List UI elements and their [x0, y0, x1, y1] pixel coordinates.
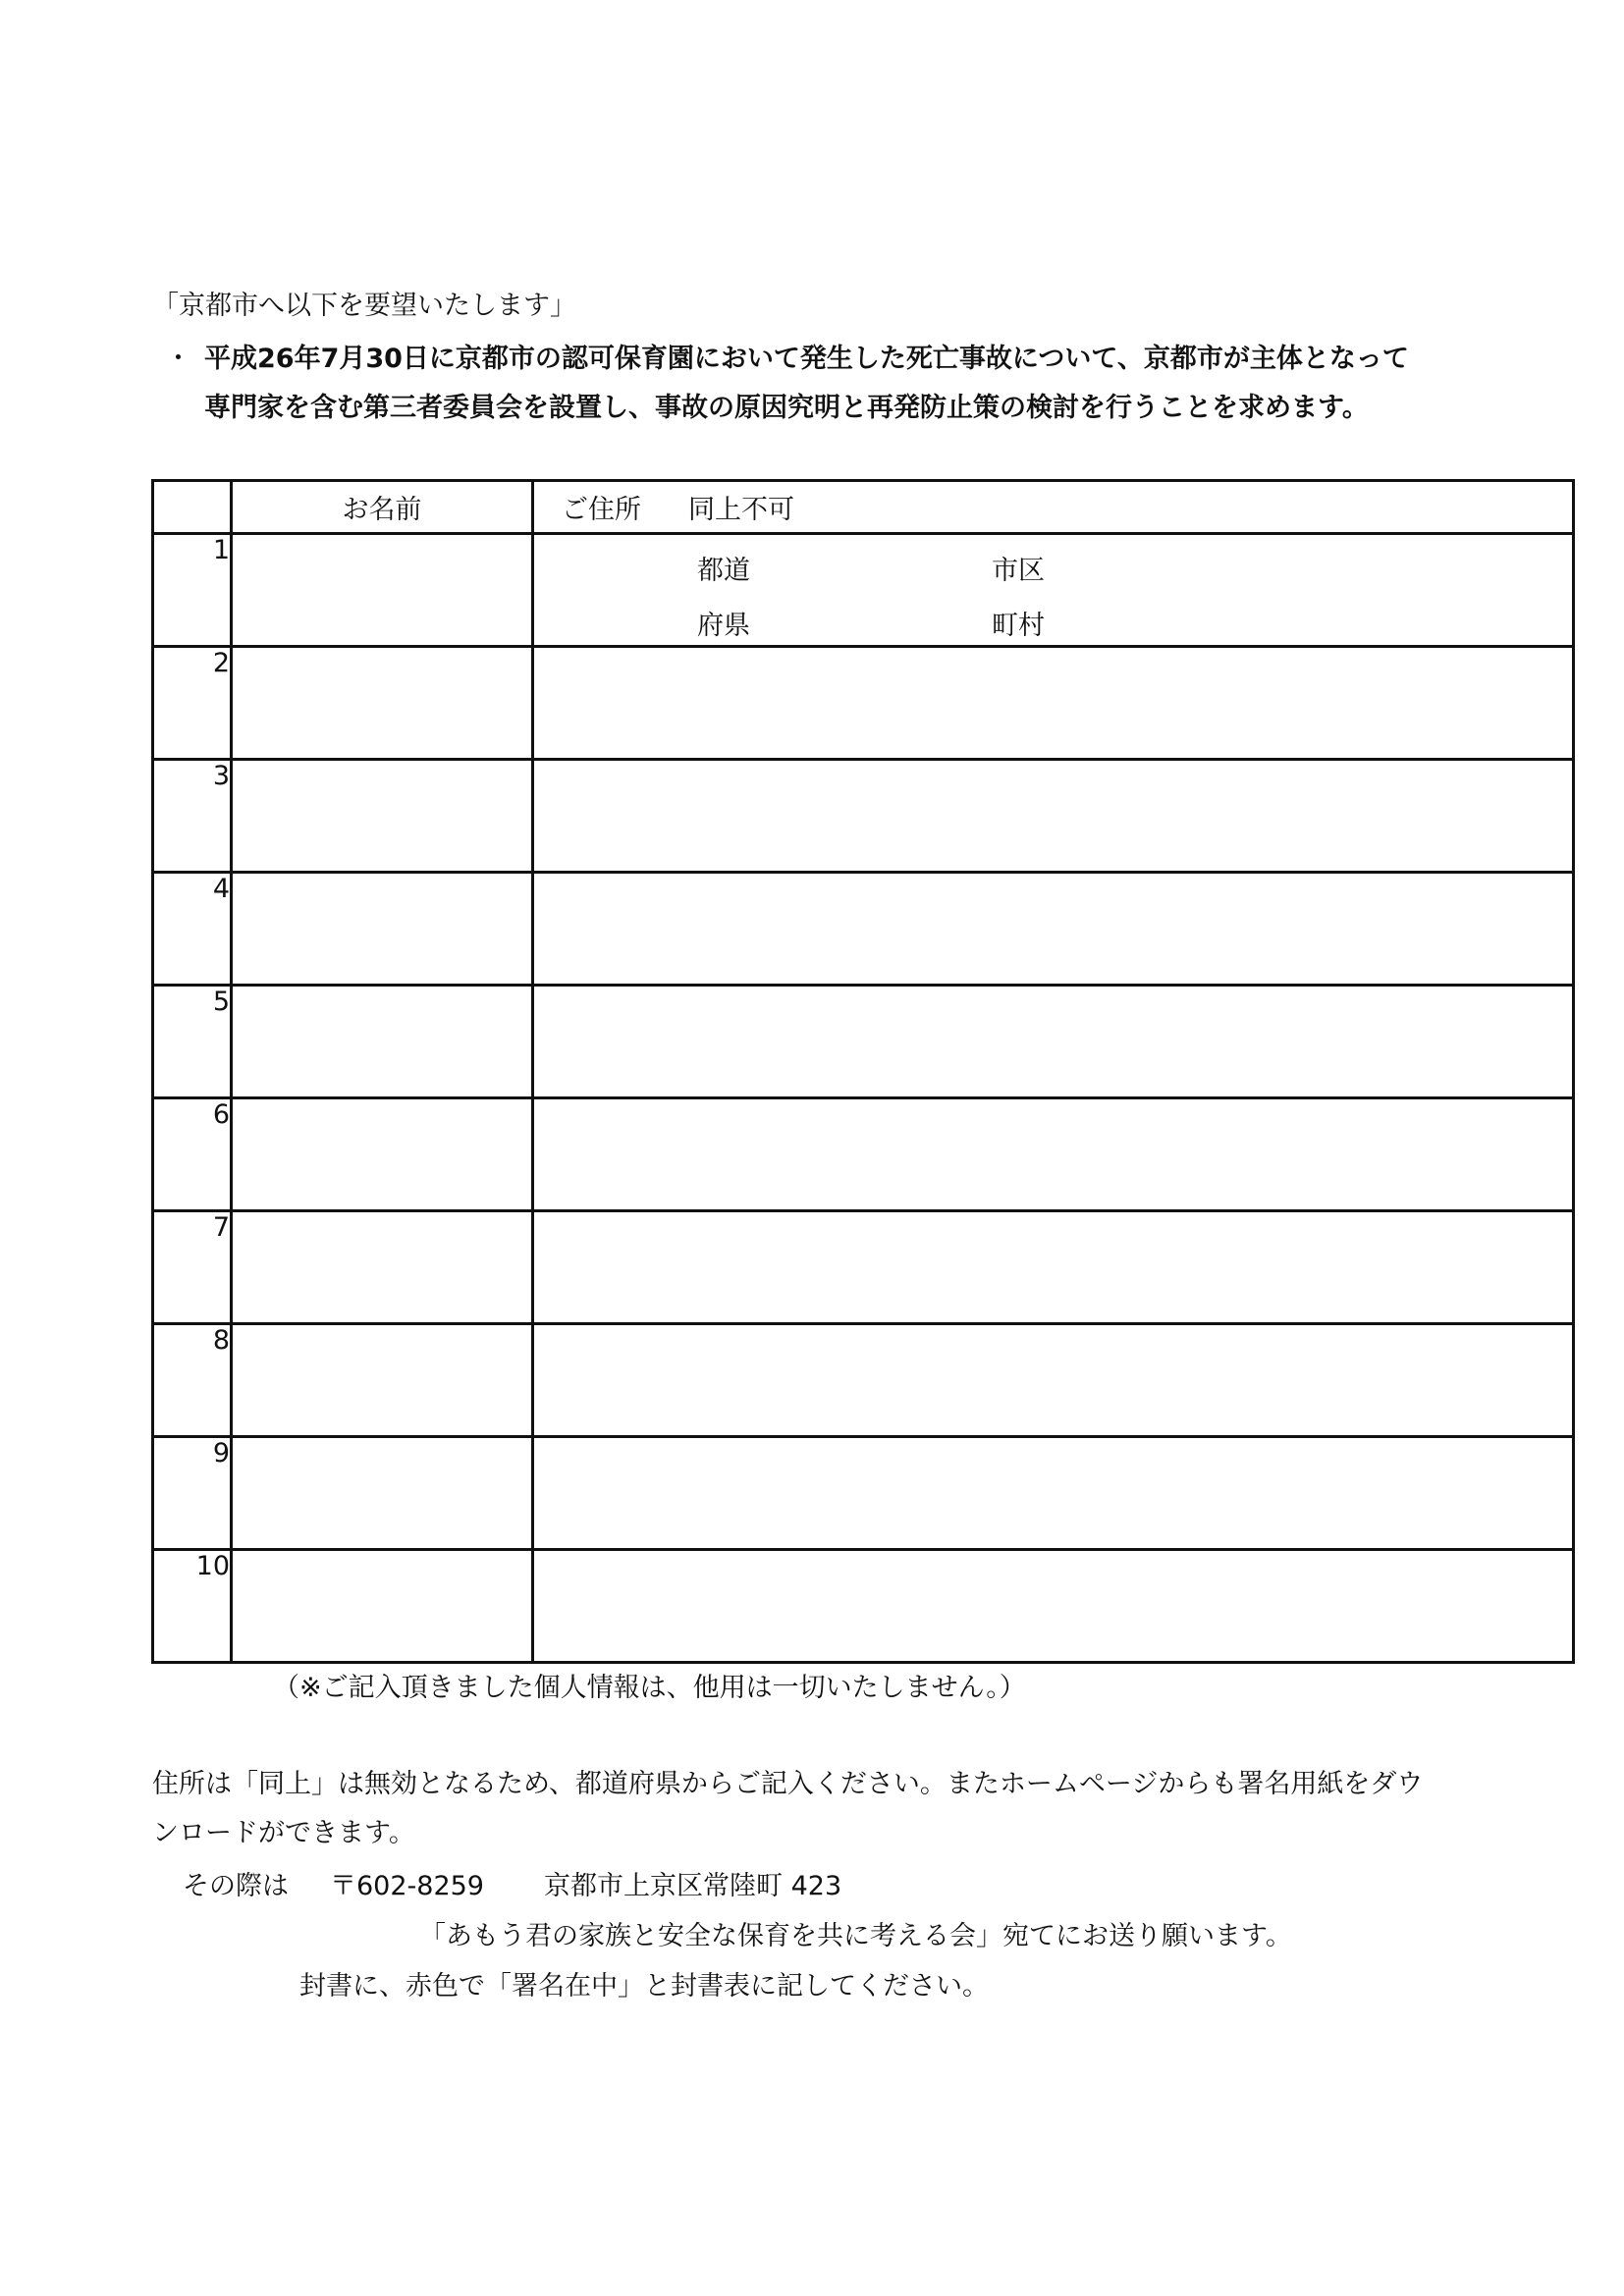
table-row — [153, 1324, 1574, 1437]
row-number: 3 — [153, 760, 232, 873]
name-cell[interactable] — [232, 760, 533, 873]
page-heading: 「京都市へ以下を要望いたします」 — [152, 291, 576, 321]
address-cell[interactable] — [533, 534, 1574, 647]
signature-table — [151, 479, 1575, 1664]
name-cell[interactable] — [232, 1437, 533, 1550]
address-cell[interactable] — [533, 986, 1574, 1098]
table-row — [153, 1550, 1574, 1663]
name-cell[interactable] — [232, 647, 533, 760]
note-line-2: ンロードができます。 — [152, 1818, 415, 1848]
name-cell[interactable] — [232, 1211, 533, 1324]
name-cell[interactable] — [232, 534, 533, 647]
address-cell[interactable] — [533, 1324, 1574, 1437]
name-cell[interactable] — [232, 873, 533, 986]
table-row — [153, 647, 1574, 760]
note-line-4: 「あもう君の家族と安全な保育を共に考える会」宛てにお送り願います。 — [419, 1921, 1292, 1951]
table-row — [153, 1098, 1574, 1211]
postal-code: 〒602-8259 — [330, 1871, 484, 1901]
name-cell[interactable] — [232, 1324, 533, 1437]
row-number: 2 — [153, 647, 232, 760]
address-cell[interactable] — [533, 1550, 1574, 1663]
note-line-1: 住所は「同上」は無効となるため、都道府県からご記入ください。またホームページからも署名用紙をダウ — [152, 1769, 1424, 1799]
address-label-todo: 都道 — [697, 556, 750, 586]
name-cell[interactable] — [232, 986, 533, 1098]
address-cell[interactable] — [533, 760, 1574, 873]
address-cell[interactable] — [533, 647, 1574, 760]
request-bullet: ・ — [165, 344, 191, 374]
address-label-shiku: 市区 — [992, 556, 1045, 586]
address-cell[interactable] — [533, 873, 1574, 986]
table-row — [153, 760, 1574, 873]
note-line-3-prefix: その際は — [183, 1871, 289, 1901]
request-line-1: 平成26年7月30日に京都市の認可保育園において発生した死亡事故について、京都市が主体となって — [204, 344, 1409, 374]
table-row — [153, 1437, 1574, 1550]
header-number-cell — [153, 481, 232, 534]
name-cell[interactable] — [232, 1098, 533, 1211]
row-number: 1 — [153, 534, 232, 647]
row-number: 6 — [153, 1098, 232, 1211]
row-number: 4 — [153, 873, 232, 986]
table-header-row — [153, 481, 1574, 534]
table-row — [153, 986, 1574, 1098]
row-number: 10 — [153, 1550, 232, 1663]
privacy-note: （※ご記入頂きました個人情報は、他用は一切いたしません。） — [273, 1673, 1026, 1703]
table-row — [153, 534, 1574, 647]
header-address-label: ご住所 — [562, 495, 641, 525]
address-label-fuken: 府県 — [697, 611, 750, 641]
row-number: 7 — [153, 1211, 232, 1324]
header-address-cell — [533, 481, 1574, 534]
address-cell[interactable] — [533, 1437, 1574, 1550]
header-address-note: 同上不可 — [688, 495, 794, 525]
row-number: 9 — [153, 1437, 232, 1550]
header-name-cell — [232, 481, 533, 534]
request-line-2: 専門家を含む第三者委員会を設置し、事故の原因究明と再発防止策の検討を行うことを求めます。 — [204, 393, 1369, 423]
note-line-5: 封書に、赤色で「署名在中」と封書表に記してください。 — [299, 1971, 989, 2002]
row-number: 5 — [153, 986, 232, 1098]
header-name-label: お名前 — [342, 495, 422, 525]
table-row — [153, 873, 1574, 986]
address-cell[interactable] — [533, 1098, 1574, 1211]
name-cell[interactable] — [232, 1550, 533, 1663]
address-cell[interactable] — [533, 1211, 1574, 1324]
address-label-chouson: 町村 — [992, 611, 1045, 641]
row-number: 8 — [153, 1324, 232, 1437]
mailing-address: 京都市上京区常陸町 423 — [544, 1871, 842, 1901]
table-row — [153, 1211, 1574, 1324]
